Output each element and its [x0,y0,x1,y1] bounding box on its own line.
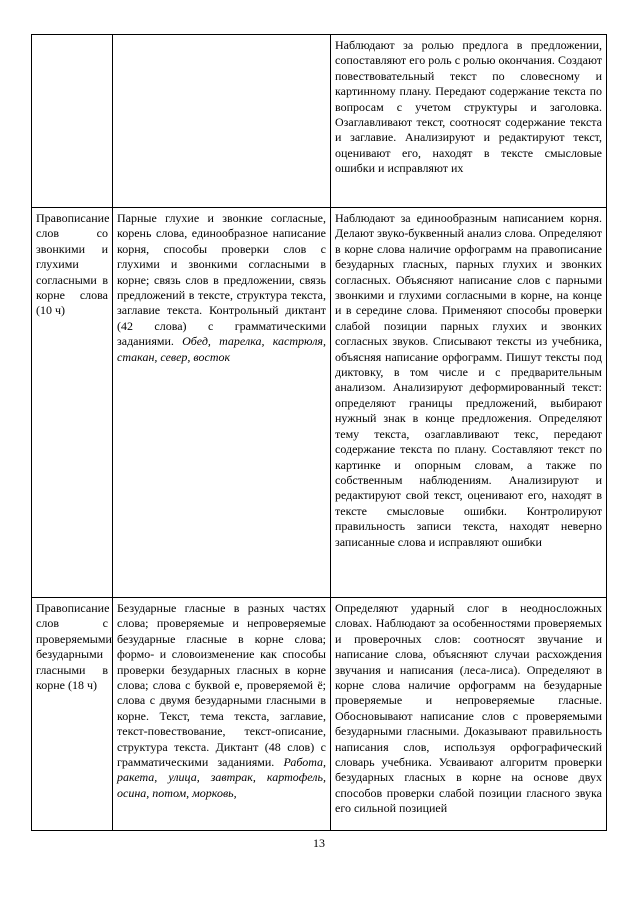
activity-cell: Наблюдают за единообразным написанием корня. Делают звуко-буквенный анализ слова. Определяют в корне слова наличие орфограмм на правописание безударных гласных, парных глухих и звонких согласных. Объясняют написание слов с парными звонкими и глухими согласными в корне, на конце и в середине слова. Применяют способы проверки слабой позиции парных глухих и звонких согласных звуков. Списывают тексты из учебника, объясняя написание орфограмм. Пишут тексты под диктовку, в том числе и с предварительным анализом. Анализируют деформированный текст: определяют границы предложений, выбирают нужный знак в конце предложения. Определяют тему текста, озаглавливают текс, передают содержание текста по плану. Составляют текст по картинке и опорным словам, а также по собственным наблюдениям. Анализируют и редактируют свой текст, оценивают его, находят в тексте смысловые ошибки. Контролируют правильность записи текста, находят неверно записанные слова и исправляют ошибки [331,208,607,598]
activity-cell: Определяют ударный слог в неодносложных словах. Наблюдают за особенностями проверяемых и проверочных слов: соотносят звучание и написание слова, объясняют случаи расхождения звучания и написания (леса-лиса). Определяют в корне слова наличие орфограмм на безударные проверяемые и непроверяемые гласные. Обосновывают написание слов с проверяемыми безударными гласными. Доказывают правильность написания слов, используя орфографический словарь учебника. Усваивают алгоритм проверки безударных гласных в корне на основе двух способов проверки слабой позиции гласного звука его сильной позицией [331,598,607,831]
topic-cell [32,35,113,208]
table-row [32,208,607,598]
content-cell [113,208,331,598]
table-row [32,598,607,831]
content-cell [113,598,331,831]
curriculum-table [31,34,607,831]
content-italic-text: Работа, ракета, улица, завтрак, картофель, осина, потом, морковь, [117,755,327,800]
topic-cell: Правописание слов со звонкими и глухими согласными в корне слова (10 ч) [32,208,113,598]
content-text: Парные глухие и звонкие согласные, корень слова, единообразное написание корня, способы проверки слов с глухими и звонкими согласными в корне; связь слов в предложении, связь предложений в тексте, структура текста, заглавие текста. Контрольный диктант (42 слова) с грамматическими заданиями. [117,211,326,349]
content-text: Безударные гласные в разных частях слова; проверяемые и непроверяемые безударные гласные в корне слова; формо- и словоизменение как способы проверки безударных гласных в корне слова; слова с буквой е, проверяемой ё; слова с двумя безударными гласными в корне. Текст, тема текста, заглавие, текст-повествование, текст-описание, структура текста. Диктант (48 слов) с грамматическими заданиями. [117,601,326,770]
topic-cell: Правописание слов с проверяемыми безударными гласными в корне (18 ч) [32,598,113,831]
table-row [32,35,607,208]
activity-cell: Наблюдают за ролью предлога в предложении, сопоставляют его роль с ролью окончания. Создают повествовательный текст по словесному и картинному плану. Передают содержание текста по вопросам с учетом структуры и заголовка. Озаглавливают текст, соотносят содержание текста и заглавие. Анализируют и редактируют текст, оценивают его, находят в тексте смысловые ошибки и исправляют их [331,35,607,208]
content-cell [113,35,331,208]
page-number: 13 [313,836,325,850]
content-italic-text: Обед, тарелка, кастрюля, стакан, север, восток [117,334,327,364]
